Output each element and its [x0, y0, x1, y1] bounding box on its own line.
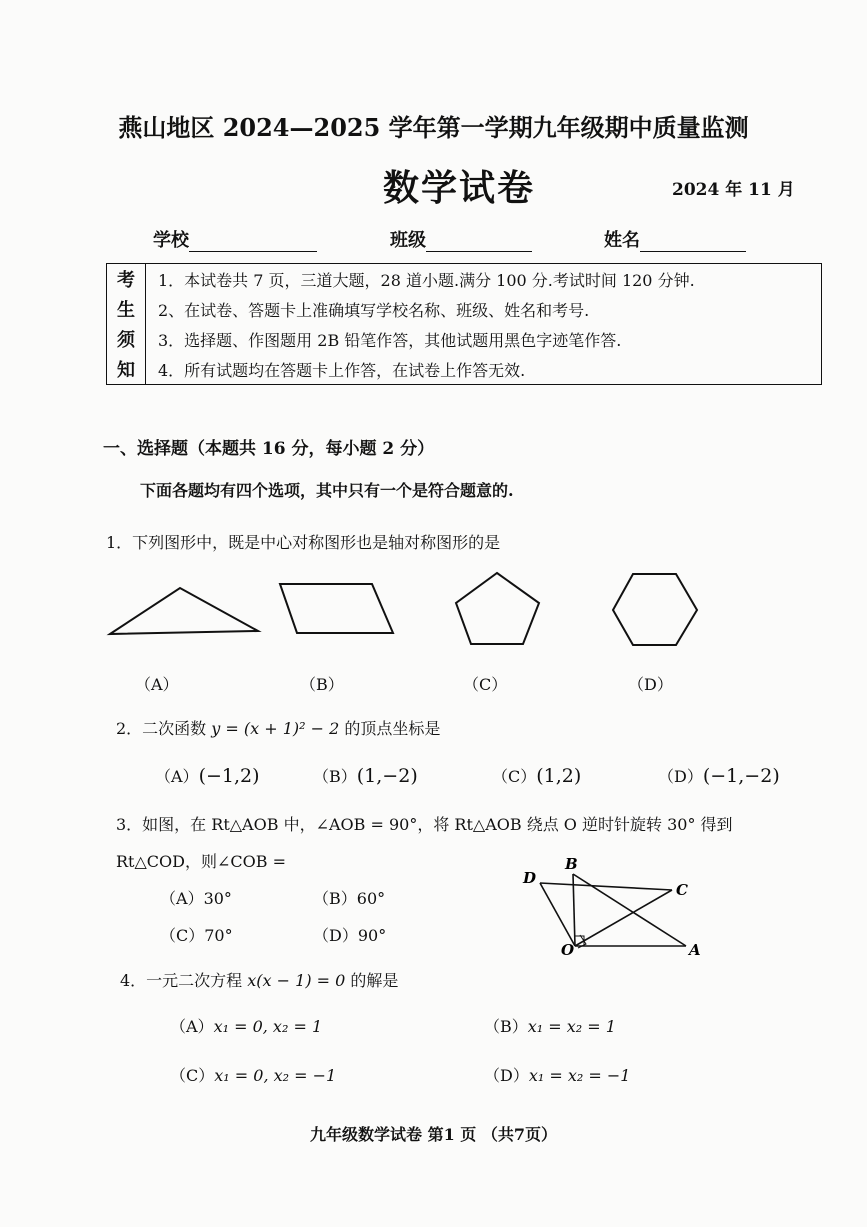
section-heading: 一、选择题（本题共 16 分，每小题 2 分）	[103, 439, 435, 459]
segment-ab	[573, 874, 686, 946]
page-footer: 九年级数学试卷 第1 页 （共7页）	[310, 1125, 557, 1144]
q2-option-label: （D）	[658, 767, 703, 786]
notice-side-char: 知	[107, 354, 146, 385]
q2-option-label: （B）	[313, 767, 357, 786]
exam-title: 燕山地区 2024—2025 学年第一学期九年级期中质量监测	[118, 113, 749, 142]
exam-subject: 数学试卷	[383, 167, 536, 209]
q4-option-d	[484, 1063, 630, 1086]
q2-option-value: (−1,−2)	[702, 765, 780, 787]
q1-stem: 1．下列图形中，既是中心对称图形也是轴对称图形的是	[106, 533, 501, 552]
notice-side-char: 生	[107, 294, 146, 324]
q4-option-b	[484, 1014, 616, 1037]
q4-option-value: x₁ = x₂ = −1	[528, 1066, 631, 1085]
q4-option-label: （C）	[170, 1066, 215, 1085]
q2-option-value: (1,2)	[536, 765, 582, 787]
notice-item-4: 4．所有试题均在答题卡上作答，在试卷上作答无效.	[146, 354, 822, 385]
point-label-d: D	[523, 869, 537, 887]
notice-item-3: 3．选择题、作图题用 2B 铅笔作答，其他试题用黑色字迹笔作答.	[146, 324, 822, 354]
q1-label-b: （B）	[300, 675, 344, 694]
q4-stem	[120, 968, 398, 991]
q2-option-label: （A）	[155, 767, 199, 786]
q2-option-value: (−1,2)	[198, 765, 260, 787]
exam-date: 2024 年 11 月	[672, 180, 795, 200]
q1-label-c: （C）	[463, 675, 508, 694]
q2-option-value: (1,−2)	[356, 765, 418, 787]
q4-stem-pre: 4．一元二次方程	[120, 971, 248, 990]
q3-option-value: 90°	[357, 926, 387, 945]
class-label: 班级	[390, 230, 426, 251]
segment-cd	[540, 883, 672, 890]
q3-option-value: 70°	[204, 926, 233, 945]
q4-option-a	[170, 1014, 322, 1037]
q2-stem-post: 的顶点坐标是	[339, 719, 441, 738]
q3-option-label: （B）	[313, 889, 357, 908]
q3-line-2: Rt△COD，则∠COB =	[116, 852, 286, 871]
point-label-b: B	[565, 855, 578, 873]
q1-label-a: （A）	[135, 675, 179, 694]
q2-formula: y = (x + 1)² − 2	[211, 719, 340, 738]
q4-formula: x(x − 1) = 0	[247, 971, 346, 990]
q3-line-1: 3．如图，在 Rt△AOB 中，∠AOB = 90°，将 Rt△AOB 绕点 O 逆时针旋转 30° 得到	[116, 815, 733, 834]
segment-oc	[575, 890, 672, 946]
notice-item-2: 2、在试卷、答题卡上准确填写学校名称、班级、姓名和考号.	[146, 294, 822, 324]
section-instruction: 下面各题均有四个选项，其中只有一个是符合题意的.	[140, 481, 514, 500]
q3-option-value: 30°	[203, 889, 232, 908]
q4-stem-post: 的解是	[345, 971, 399, 990]
point-label-c: C	[676, 881, 688, 899]
q4-option-label: （B）	[484, 1017, 528, 1036]
notice-item-1: 1．本试卷共 7 页，三道大题，28 道小题.满分 100 分.考试时间 120 分钟.	[146, 264, 822, 295]
q3-option-label: （A）	[160, 889, 204, 908]
notice-side-char: 考	[107, 264, 146, 295]
q2-option-label: （C）	[492, 767, 537, 786]
name-label: 姓名	[604, 230, 640, 251]
q4-option-value: x₁ = 0, x₂ = 1	[213, 1017, 323, 1036]
q3-option-label: （C）	[160, 926, 205, 945]
q4-option-label: （D）	[484, 1066, 529, 1085]
notice-side-char: 须	[107, 324, 146, 354]
q1-label-d: （D）	[628, 675, 673, 694]
school-label: 学校	[153, 230, 189, 251]
point-label-a: A	[689, 941, 701, 959]
q4-option-value: x₁ = x₂ = 1	[527, 1017, 616, 1036]
q4-option-label: （A）	[170, 1017, 214, 1036]
q2-stem-pre: 2．二次函数	[116, 719, 212, 738]
point-label-o: O	[561, 941, 575, 959]
q4-option-c	[170, 1063, 336, 1086]
segment-od	[540, 883, 575, 946]
q3-option-label: （D）	[313, 926, 358, 945]
q4-option-value: x₁ = 0, x₂ = −1	[214, 1066, 337, 1085]
q3-option-value: 60°	[356, 889, 386, 908]
